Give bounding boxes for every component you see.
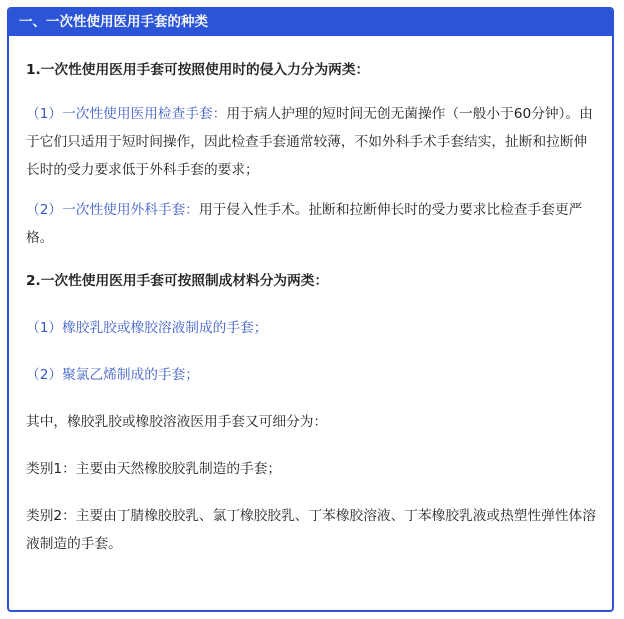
detail-intro: 其中，橡胶乳胶或橡胶溶液医用手套又可细分为：: [26, 414, 328, 430]
section1-item1-term: （1）一次性使用医用检查手套：: [26, 106, 227, 122]
section1-item2-text: 用于侵入性手术。扯断和拉断伸长时的受力要求比检查手套更严格。: [26, 202, 583, 246]
section-title: 一、一次性使用医用手套的种类: [9, 9, 612, 36]
section2-heading: 2.一次性使用医用手套可按照制成材料分为两类：: [26, 273, 329, 289]
category-1: 类别1：主要由天然橡胶胶乳制造的手套；: [26, 461, 282, 477]
glove-types-card: [7, 7, 614, 612]
section1-item2-term: （2）一次性使用外科手套：: [26, 202, 199, 218]
section1-item2: [26, 196, 597, 252]
section2-item1: （1）橡胶乳胶或橡胶溶液制成的手套；: [26, 320, 268, 336]
section2-item2: （2）聚氯乙烯制成的手套；: [26, 367, 199, 383]
section1-item1-text: 用于病人护理的短时间无创无菌操作（一般小于60分钟）。由于它们只适用于短时间操作，因此检查手套通常较薄，不如外科手术手套结实，扯断和拉断伸长时的受力要求低于外科手套的要求；: [26, 106, 593, 178]
card-content: [9, 56, 612, 558]
section1-item1: [26, 100, 597, 184]
section1-heading: 1.一次性使用医用手套可按照使用时的侵入力分为两类：: [26, 62, 370, 78]
category-2: 类别2：主要由丁腈橡胶胶乳、氯丁橡胶胶乳、丁苯橡胶溶液、丁苯橡胶乳液或热塑性弹性体溶液制造的手套。: [26, 508, 596, 552]
